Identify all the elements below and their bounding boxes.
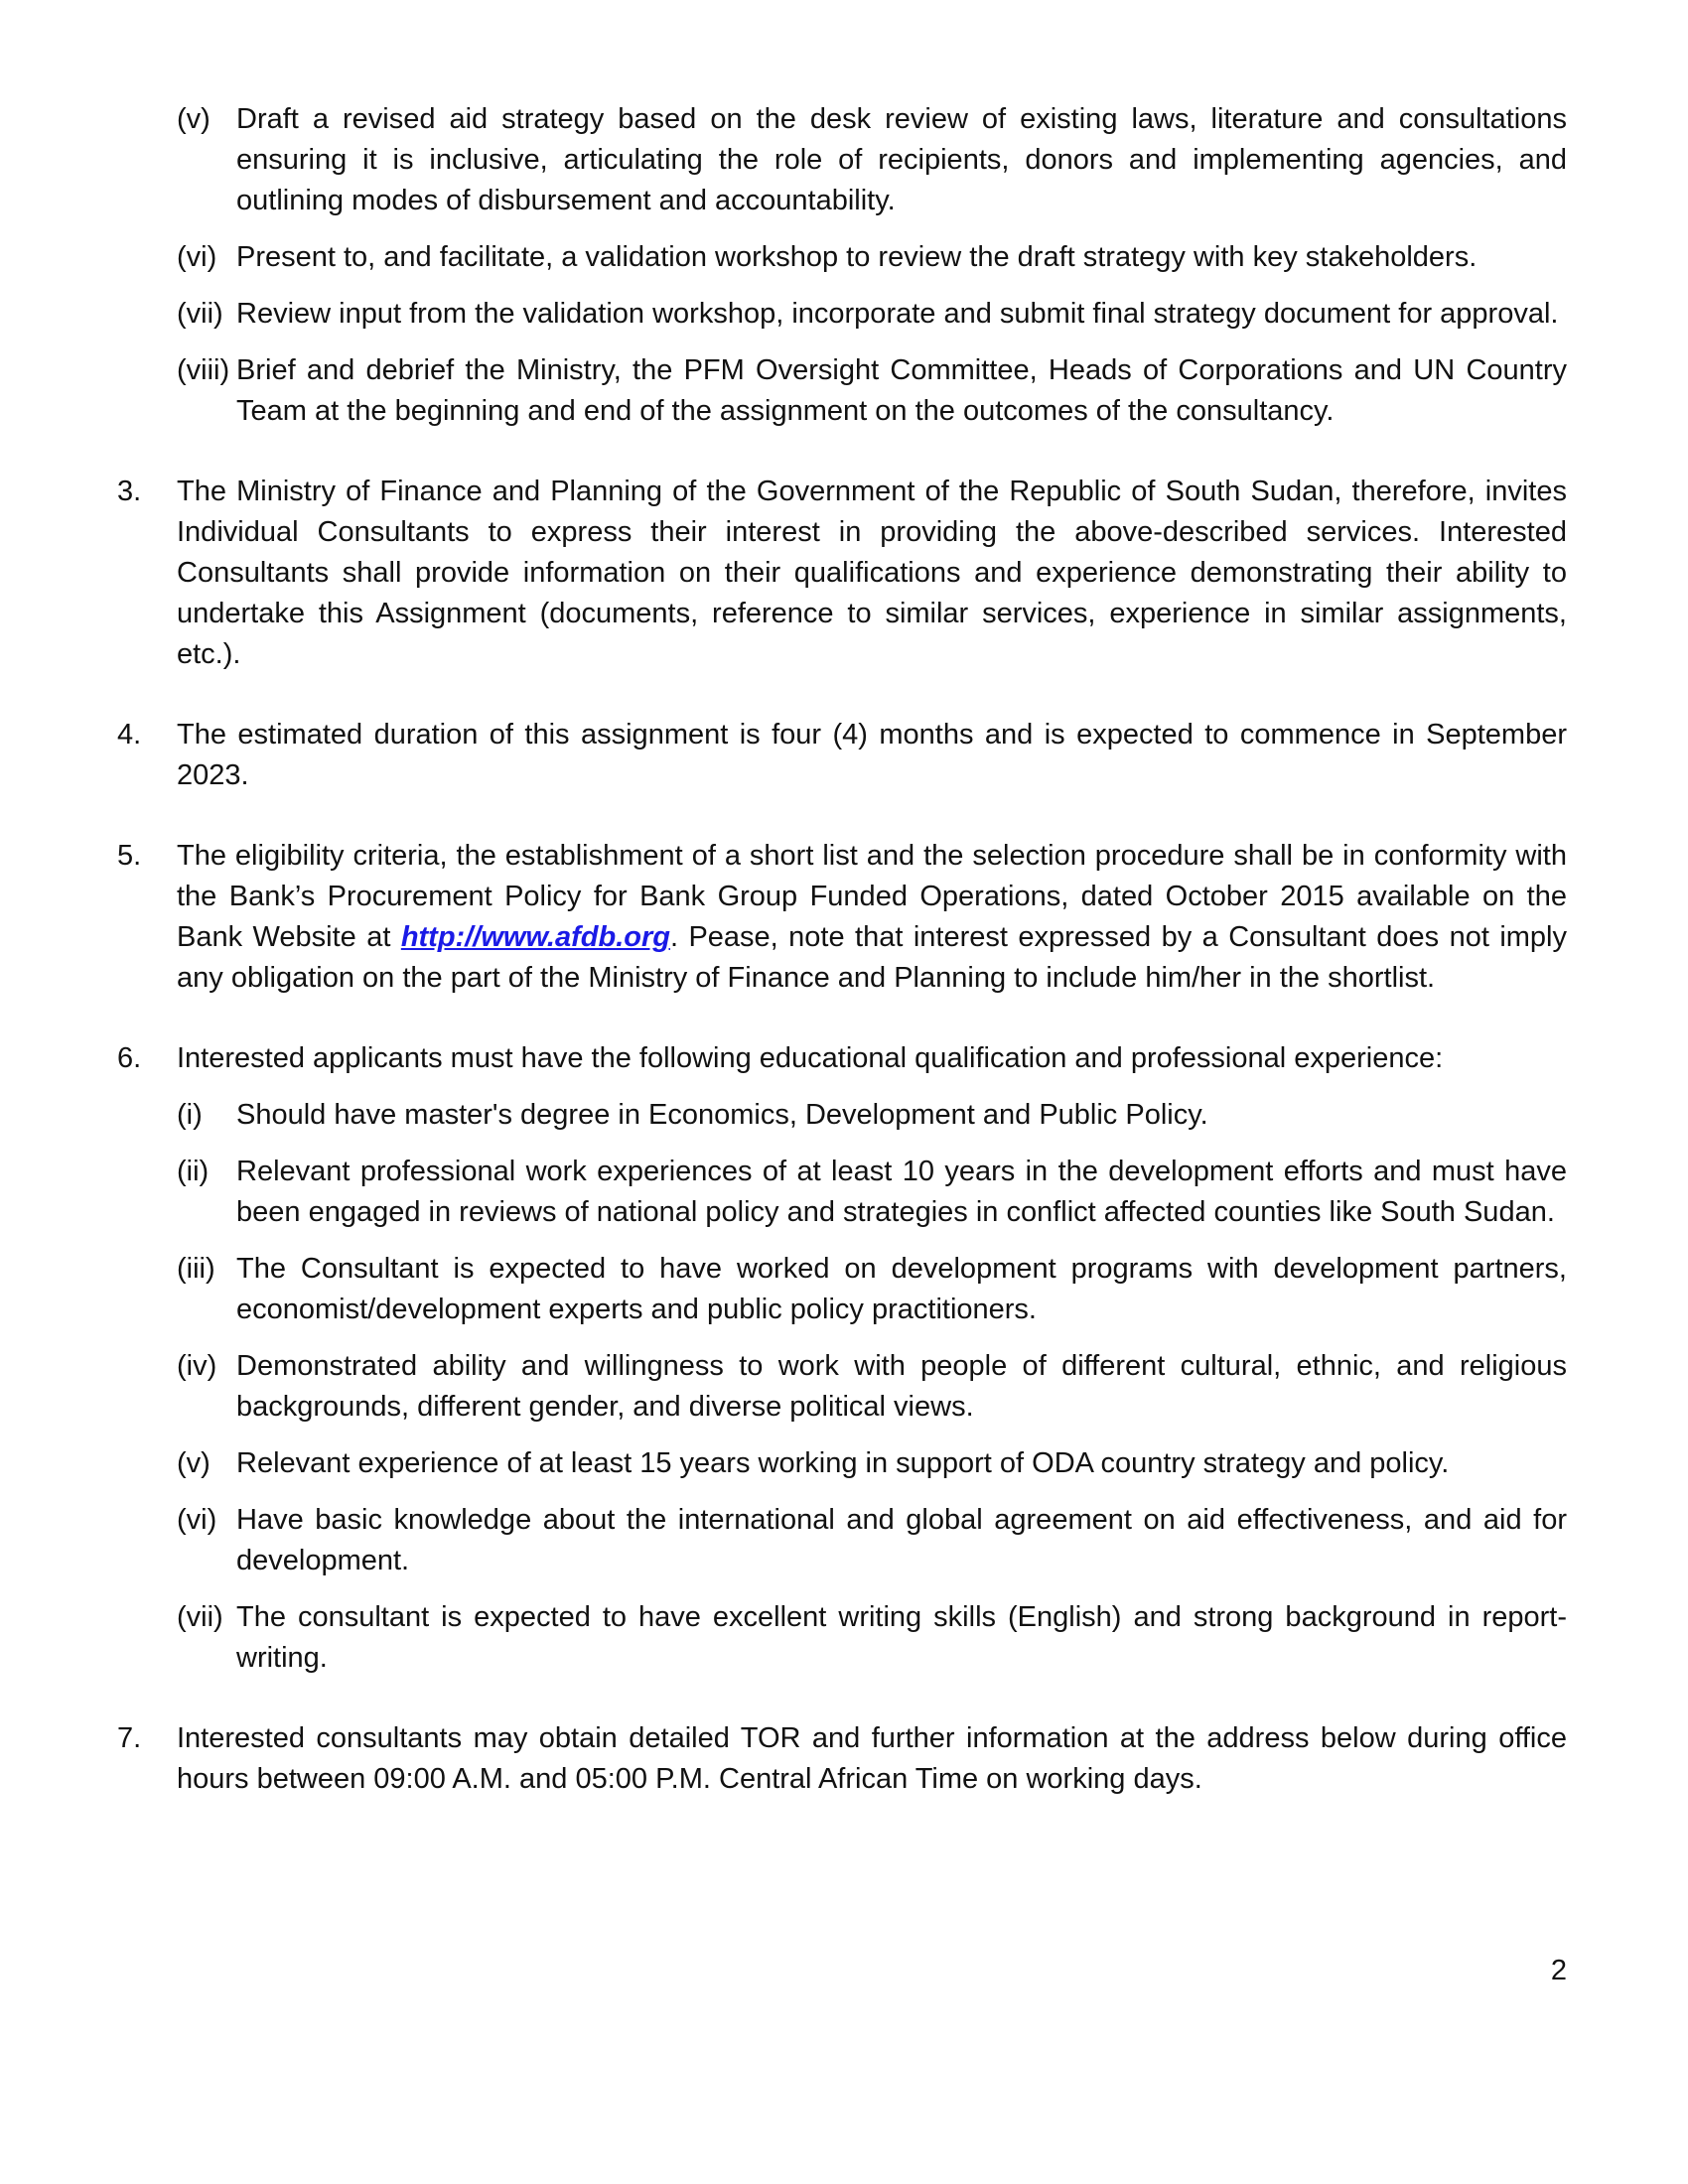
afdb-website-link[interactable]: http://www.afdb.org xyxy=(400,921,670,953)
list-item-number: (v) xyxy=(177,1447,211,1479)
paragraph-3 xyxy=(117,472,1567,675)
paragraph-text-before-link: The eligibility criteria, the establishment of a short list and the selection procedure shall be in conformity with the Bank’s Procurement Policy for Bank Group Funded Operations, dated October 2015 available on the Bank Website at xyxy=(177,840,1567,953)
list-item-text: Have basic knowledge about the international and global agreement on aid effectiveness, and aid for development. xyxy=(236,1504,1567,1576)
list-item xyxy=(117,1500,1567,1581)
list-item-number: (ii) xyxy=(177,1156,210,1187)
document-body xyxy=(117,99,1567,1818)
list-item xyxy=(117,99,1567,221)
paragraph-7 xyxy=(117,1718,1567,1800)
paragraph-5 xyxy=(117,836,1567,999)
paragraph-number: 4. xyxy=(117,719,142,751)
paragraph-number: 5. xyxy=(117,840,142,872)
list-item-text: Relevant experience of at least 15 years working in support of ODA country strategy and policy. xyxy=(236,1447,1450,1479)
paragraph-number: 7. xyxy=(117,1722,142,1754)
paragraph-number: 6. xyxy=(117,1042,142,1074)
list-item xyxy=(117,1152,1567,1233)
paragraph-text: The estimated duration of this assignment is four (4) months and is expected to commence in September 2023. xyxy=(177,719,1567,791)
list-item-number: (vi) xyxy=(177,1504,217,1536)
list-item-text: Demonstrated ability and willingness to work with people of different cultural, ethnic, and religious backgrounds, different gender, and diverse political views. xyxy=(236,1350,1567,1423)
list-item-number: (iii) xyxy=(177,1253,215,1285)
paragraph-text: Interested applicants must have the following educational qualification and professional experience: xyxy=(177,1042,1444,1074)
list-item-text: The Consultant is expected to have worked on development programs with development partners, economist/development experts and public policy practitioners. xyxy=(236,1253,1567,1325)
list-item xyxy=(117,294,1567,335)
list-item-number: (viii) xyxy=(177,354,230,386)
paragraph-4 xyxy=(117,715,1567,796)
list-item-number: (v) xyxy=(177,103,211,135)
paragraph-text: Interested consultants may obtain detailed TOR and further information at the address below during office hours between 09:00 A.M. and 05:00 P.M. Central African Time on working days. xyxy=(177,1722,1567,1795)
paragraph-text-after-link: . Pease, note that interest expressed by a Consultant does not imply any obligation on the part of the Ministry of Finance and Planning to include him/her in the shortlist. xyxy=(177,921,1567,994)
paragraph-text: The Ministry of Finance and Planning of the Government of the Republic of South Sudan, therefore, invites Individual Consultants to express their interest in providing the above-described services. Interested Consultants shall provide information on their qualifications and experience demonstrating their ability to undertake this Assignment (documents, reference to similar services, experience in similar assignments, etc.). xyxy=(177,476,1567,670)
paragraph-text xyxy=(177,836,1567,999)
list-item xyxy=(117,237,1567,278)
list-item-text: The consultant is expected to have excellent writing skills (English) and strong background in report-writing. xyxy=(236,1601,1567,1674)
list-item xyxy=(117,350,1567,432)
list-item-text: Draft a revised aid strategy based on the desk review of existing laws, literature and consultations ensuring it is inclusive, articulating the role of recipients, donors and implementing agencies, and outlining modes of disbursement and accountability. xyxy=(236,103,1567,216)
list-item xyxy=(117,1346,1567,1428)
list-item xyxy=(117,1597,1567,1679)
paragraph-number: 3. xyxy=(117,476,142,507)
list-item xyxy=(117,1095,1567,1136)
list-item-number: (vi) xyxy=(177,241,217,273)
list-item-text: Present to, and facilitate, a validation workshop to review the draft strategy with key stakeholders. xyxy=(236,241,1477,273)
list-item-number: (i) xyxy=(177,1099,203,1131)
page-number: 2 xyxy=(1550,1955,1567,1986)
list-item xyxy=(117,1443,1567,1484)
paragraph-6 xyxy=(117,1038,1567,1079)
list-item-text: Review input from the validation workshop, incorporate and submit final strategy document for approval. xyxy=(236,298,1559,330)
list-item-text: Should have master's degree in Economics, Development and Public Policy. xyxy=(236,1099,1208,1131)
list-item-number: (iv) xyxy=(177,1350,217,1382)
list-item-text: Brief and debrief the Ministry, the PFM Oversight Committee, Heads of Corporations and UN Country Team at the beginning and end of the assignment on the outcomes of the consultancy. xyxy=(236,354,1567,427)
list-item xyxy=(117,1249,1567,1330)
list-item-number: (vii) xyxy=(177,1601,223,1633)
list-item-text: Relevant professional work experiences of at least 10 years in the development efforts and must have been engaged in reviews of national policy and strategies in conflict affected counties like South Sudan. xyxy=(236,1156,1567,1228)
list-item-number: (vii) xyxy=(177,298,223,330)
